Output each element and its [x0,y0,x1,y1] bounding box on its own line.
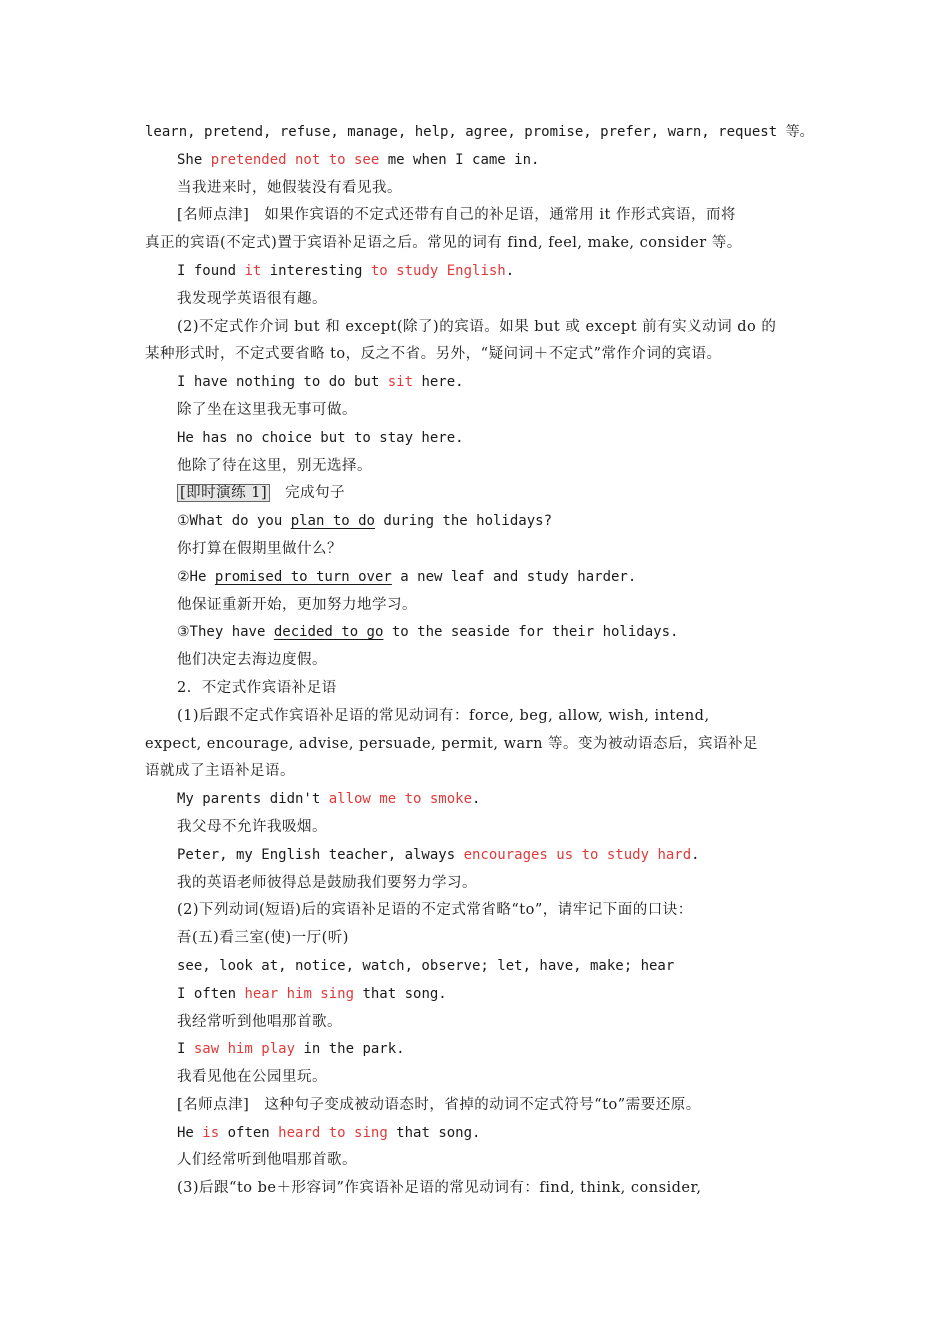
text-segment: interesting [261,262,371,279]
text-line [145,258,810,286]
text-segment: (3)后跟“to be＋形容词”作宾语补足语的常见动词有：find, think, consider, [177,1180,702,1197]
text-line [145,453,810,481]
text-line [145,647,810,675]
text-segment: that song. [387,1124,481,1141]
answer-blank: decided to go [273,624,384,641]
text-line [145,703,810,731]
text-segment: I often [177,985,245,1002]
text-segment: 我看见他在公园里玩。 [177,1069,327,1086]
highlighted-phrase: encourages us to study hard [463,846,692,863]
text-segment: . [472,791,481,808]
text-line [145,425,810,453]
text-segment: I found [177,262,245,279]
text-line [145,786,810,814]
text-segment: 你打算在假期里做什么？ [177,540,342,557]
text-segment: [名师点津] 这种句子变成被动语态时，省掉的动词不定式符号“to”需要还原。 [177,1096,701,1113]
text-line [145,842,810,870]
highlighted-phrase: hear him sing [244,985,355,1002]
text-segment: often [219,1124,279,1141]
text-line [145,480,810,508]
highlighted-phrase: allow me to smoke [328,791,473,808]
text-segment: . [691,846,700,863]
text-segment: see, look at, notice, watch, observe; let, have, make; hear [177,957,675,974]
text-segment: He has no choice but to stay here. [177,429,464,446]
text-line [145,564,810,592]
text-line [145,536,810,564]
text-line [145,1120,810,1148]
text-line [145,897,810,925]
text-segment: (1)后跟不定式作宾语补足语的常见动词有：force, beg, allow, wish, intend, [177,707,710,724]
highlighted-phrase: to study English [370,262,506,279]
text-line [145,119,814,147]
text-segment: 他除了待在这里，别无选择。 [177,457,372,474]
text-line [145,341,810,369]
text-line [145,981,810,1009]
text-line [145,230,810,258]
text-segment: to the seaside for their holidays. [383,624,679,641]
text-line [145,953,810,981]
text-line [145,675,810,703]
document-page [145,119,814,1203]
text-line [145,619,810,647]
text-line [145,592,810,620]
section-tag: [即时演练 1] [177,484,270,502]
text-segment: 语就成了主语补足语。 [145,763,295,780]
text-line [145,397,810,425]
highlighted-phrase: pretended not to see [210,151,380,168]
text-segment: Peter, my English teacher, always [177,846,464,863]
text-segment: ②He [177,568,215,585]
text-segment: 他保证重新开始，更加努力地学习。 [177,596,417,613]
text-segment: expect, encourage, advise, persuade, permit, warn 等。变为被动语态后，宾语补足 [145,735,759,752]
text-segment: 我发现学英语很有趣。 [177,290,327,307]
text-line [145,202,810,230]
text-segment: 我经常听到他唱那首歌。 [177,1013,342,1030]
text-line [145,175,810,203]
text-segment: 除了坐在这里我无事可做。 [177,401,357,418]
text-segment: that song. [354,985,447,1002]
text-line [145,731,810,759]
highlighted-phrase: heard to sing [278,1124,388,1141]
text-segment: in the park. [295,1041,405,1058]
text-segment: I [177,1041,194,1058]
highlighted-phrase: is [202,1124,220,1141]
text-line [145,286,810,314]
text-segment: me when I came in. [379,151,540,168]
highlighted-phrase: it [244,262,262,279]
text-segment: I have nothing to do but [177,374,388,391]
text-line [145,1175,810,1203]
text-line [145,369,810,397]
text-segment: . [505,262,515,279]
text-line [145,1036,810,1064]
text-segment: 我的英语老师彼得总是鼓励我们要努力学习。 [177,874,477,891]
text-segment: 他们决定去海边度假。 [177,652,327,669]
text-line [145,814,810,842]
text-segment: ③They have [177,624,274,641]
text-line [145,314,810,342]
highlighted-phrase: sit [387,374,414,391]
text-line [145,508,810,536]
text-segment: 某种形式时，不定式要省略 to，反之不省。另外，“疑问词＋不定式”常作介词的宾语。 [145,346,722,363]
text-segment: He [177,1124,203,1141]
text-line [145,1009,810,1037]
highlighted-phrase: saw him play [193,1041,296,1058]
text-segment: ①What do you [177,513,291,530]
text-segment: 完成句子 [270,485,346,502]
answer-blank: promised to turn over [214,568,392,585]
text-segment: 吾(五)看三室(使)一厅(听) [177,930,349,947]
text-segment: 真正的宾语(不定式)置于宾语补足语之后。常见的词有 find, feel, make, consider 等。 [145,235,742,252]
text-line [145,870,810,898]
text-segment: here. [413,374,464,391]
text-segment: (2)下列动词(短语)后的宾语补足语的不定式常省略“to”，请牢记下面的口诀： [177,902,693,919]
text-line [145,925,810,953]
text-segment: during the holidays? [375,513,553,530]
text-segment: My parents didn't [177,791,329,808]
text-segment: [名师点津] 如果作宾语的不定式还带有自己的补足语，通常用 it 作形式宾语，而将 [177,207,736,224]
text-segment: (2)不定式作介词 but 和 except(除了)的宾语。如果 but 或 except 前有实义动词 do 的 [177,318,777,335]
text-segment: 我父母不允许我吸烟。 [177,818,327,835]
answer-blank: plan to do [290,513,375,530]
text-segment: 人们经常听到他唱那首歌。 [177,1152,357,1169]
text-line [145,1092,810,1120]
text-segment: learn, pretend, refuse, manage, help, agree, promise, prefer, warn, request 等。 [145,124,814,140]
text-segment: a new leaf and study harder. [391,568,637,585]
text-line [145,758,810,786]
text-line [145,1064,810,1092]
text-segment: 当我进来时，她假装没有看见我。 [177,179,402,196]
text-segment: 2．不定式作宾语补足语 [177,679,337,696]
text-segment: She [177,151,211,168]
text-line [145,1147,810,1175]
text-line [145,147,810,175]
